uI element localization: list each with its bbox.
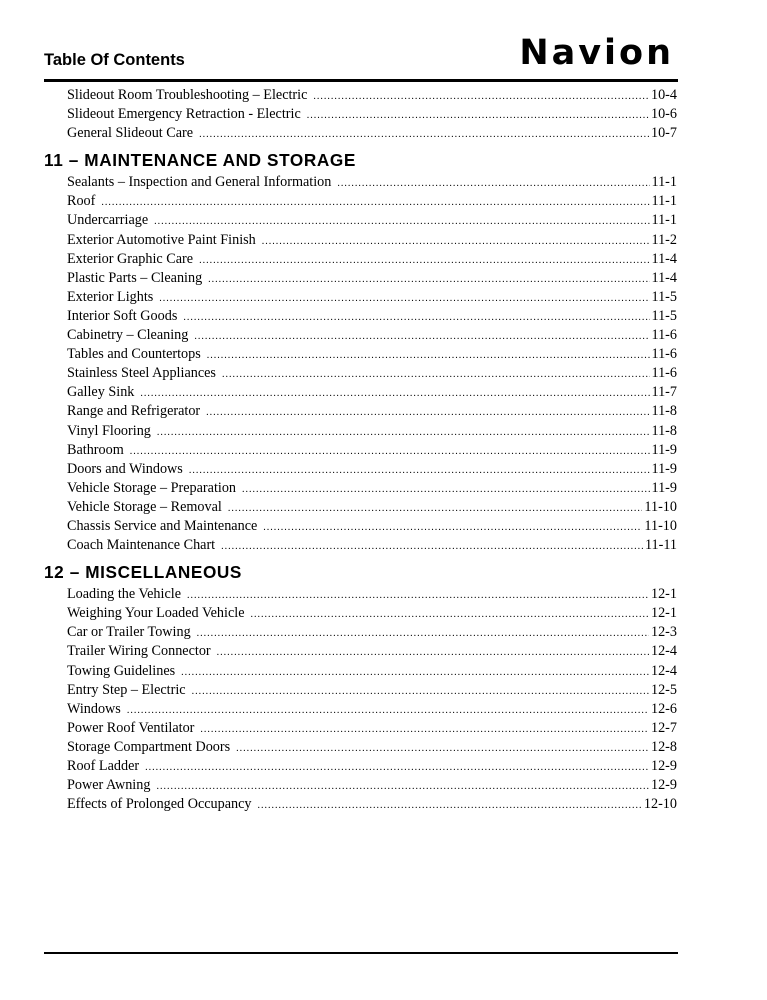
page-title: Table Of Contents [44, 51, 185, 69]
section-heading[interactable]: 11 – MAINTENANCE AND STORAGE [44, 150, 356, 171]
dot-leader [157, 423, 650, 442]
toc-entry[interactable] [44, 460, 678, 479]
toc-entry[interactable] [44, 700, 678, 719]
toc-entry-page: 11-1 [651, 174, 677, 191]
toc-entry-title: Interior Soft Goods [67, 307, 178, 324]
dot-leader [194, 327, 649, 346]
dot-leader [217, 643, 649, 662]
dot-leader [101, 193, 649, 212]
toc-entry[interactable] [44, 326, 678, 345]
toc-entry-title: Car or Trailer Towing [67, 624, 191, 641]
toc-entry-title: Undercarriage [67, 212, 149, 229]
dot-leader [251, 605, 649, 624]
toc-entry-page: 11-1 [651, 193, 677, 210]
toc-entry-title: Coach Maintenance Chart [67, 537, 216, 554]
toc-entry[interactable] [44, 517, 678, 536]
toc-entry[interactable] [44, 231, 678, 250]
header-divider [44, 79, 678, 82]
toc-entry-page: 11-9 [651, 460, 677, 477]
toc-entry-title: Towing Guidelines [67, 662, 176, 679]
toc-entry-title: Trailer Wiring Connector [67, 643, 211, 660]
toc-entry-page: 10-4 [650, 87, 677, 103]
toc-entry-page: 10-7 [650, 125, 677, 142]
toc-entry[interactable] [44, 719, 678, 738]
toc-entry-title: Bathroom [67, 441, 124, 458]
toc-entry-title: Exterior Lights [67, 288, 154, 305]
toc-entry[interactable] [44, 288, 678, 307]
dot-leader [307, 106, 649, 125]
toc-entry[interactable] [44, 795, 678, 814]
toc-entry[interactable] [44, 776, 678, 795]
dot-leader [183, 308, 649, 327]
toc-entry-page: 10-6 [650, 106, 677, 123]
dot-leader [130, 442, 650, 461]
toc-entry[interactable] [44, 738, 678, 757]
toc-entry-page: 11-11 [644, 537, 677, 554]
toc-entry[interactable] [44, 402, 678, 421]
toc-entry-title: Vehicle Storage – Preparation [67, 479, 237, 496]
section-entry-list [44, 173, 678, 555]
toc-entry[interactable] [44, 211, 678, 230]
toc-entry-page: 11-10 [644, 517, 677, 534]
toc-entry-page: 11-9 [651, 441, 677, 458]
toc-entry-page: 11-5 [651, 307, 677, 324]
toc-entry-page: 11-8 [651, 403, 677, 420]
toc-entry[interactable] [44, 757, 678, 776]
dot-leader [197, 624, 649, 643]
dot-leader [313, 87, 649, 106]
toc-entry-title: Cabinetry – Cleaning [67, 327, 189, 344]
toc-entry-page: 11-4 [651, 250, 677, 267]
toc-entry-page: 12-3 [650, 624, 677, 641]
toc-entry[interactable] [44, 192, 678, 211]
toc-entry-page: 11-6 [651, 365, 677, 382]
toc-entry-title: Stainless Steel Appliances [67, 365, 216, 382]
dot-leader [258, 796, 642, 815]
toc-entry-title: Slideout Room Troubleshooting – Electric [67, 87, 308, 103]
toc-entry-page: 11-4 [651, 269, 677, 286]
dot-leader [207, 346, 650, 365]
toc-entry-title: Effects of Prolonged Occupancy [67, 796, 252, 813]
toc-entry-page: 11-6 [651, 346, 677, 363]
toc-entry-title: Plastic Parts – Cleaning [67, 269, 203, 286]
toc-entry-page: 12-5 [650, 681, 677, 698]
dot-leader [199, 125, 649, 144]
dot-leader [221, 537, 643, 556]
dot-leader [200, 720, 649, 739]
toc-entry[interactable] [44, 250, 678, 269]
toc-entry[interactable] [44, 383, 678, 402]
toc-entry-page: 11-9 [651, 479, 677, 496]
toc-entry-page: 11-10 [644, 498, 677, 515]
toc-entry[interactable] [44, 173, 678, 192]
continued-entry-list [44, 86, 678, 143]
toc-entry[interactable] [44, 441, 678, 460]
dot-leader [192, 682, 649, 701]
dot-leader [199, 251, 649, 270]
dot-leader [236, 739, 649, 758]
toc-entry-title: Roof [67, 193, 96, 210]
toc-entry[interactable] [44, 604, 678, 623]
toc-entry[interactable] [44, 585, 678, 604]
toc-entry-page: 12-7 [650, 719, 677, 736]
dot-leader [228, 499, 643, 518]
dot-leader [262, 232, 650, 251]
toc-entry-page: 11-5 [651, 288, 677, 305]
toc-entry[interactable] [44, 479, 678, 498]
toc-entry-title: Roof Ladder [67, 758, 140, 774]
toc-entry-page: 12-1 [650, 586, 677, 603]
page-header [44, 30, 678, 80]
dot-leader [159, 289, 649, 308]
toc-entry[interactable] [44, 662, 678, 681]
toc-entry-title: Galley Sink [67, 384, 135, 401]
dot-leader [242, 480, 650, 499]
dot-leader [208, 270, 649, 289]
toc-entry-page: 11-1 [651, 212, 677, 229]
toc-entry[interactable] [44, 105, 678, 124]
toc-entry-page: 12-6 [650, 700, 677, 717]
toc-entry-title: Tables and Countertops [67, 346, 201, 363]
toc-entry[interactable] [44, 124, 678, 143]
toc-entry-title: Windows [67, 700, 121, 717]
dot-leader [222, 365, 650, 384]
toc-entry-page: 12-1 [650, 605, 677, 622]
dot-leader [145, 758, 649, 777]
toc-entry[interactable] [44, 498, 678, 517]
toc-entry-title: Doors and Windows [67, 460, 183, 477]
table-of-contents [44, 86, 678, 814]
dot-leader [154, 212, 649, 231]
toc-entry[interactable] [44, 307, 678, 326]
section-heading[interactable]: 12 – MISCELLANEOUS [44, 562, 242, 583]
toc-entry-title: Chassis Service and Maintenance [67, 517, 258, 534]
toc-entry-title: General Slideout Care [67, 125, 194, 142]
toc-entry[interactable] [44, 623, 678, 642]
toc-entry-page: 11-2 [651, 231, 677, 248]
toc-entry[interactable] [44, 642, 678, 661]
dot-leader [263, 518, 642, 537]
toc-entry-page: 12-4 [650, 662, 677, 679]
toc-entry-title: Slideout Emergency Retraction - Electric [67, 106, 301, 123]
toc-entry-page: 12-9 [650, 758, 677, 774]
toc-entry-title: Entry Step – Electric [67, 681, 186, 698]
toc-entry-title: Sealants – Inspection and General Information [67, 174, 332, 191]
toc-entry-title: Vehicle Storage – Removal [67, 498, 222, 515]
footer-divider [44, 952, 678, 954]
dot-leader [337, 174, 649, 193]
toc-entry-title: Vinyl Flooring [67, 422, 151, 439]
toc-entry-title: Loading the Vehicle [67, 586, 181, 603]
dot-leader [189, 461, 650, 480]
dot-leader [206, 403, 649, 422]
toc-entry[interactable] [44, 536, 678, 555]
toc-entry[interactable] [44, 364, 678, 383]
section-entry-list [44, 585, 678, 814]
toc-entry[interactable] [44, 86, 678, 105]
toc-entry-title: Power Awning [67, 777, 151, 794]
dot-leader [181, 663, 649, 682]
toc-entry[interactable] [44, 345, 678, 364]
toc-entry-page: 11-6 [651, 327, 677, 344]
toc-entry-title: Storage Compartment Doors [67, 738, 231, 755]
toc-entry-title: Power Roof Ventilator [67, 719, 195, 736]
toc-entry[interactable] [44, 422, 678, 441]
dot-leader [156, 777, 649, 796]
brand-logo: Navion [519, 33, 674, 73]
toc-entry-page: 12-10 [643, 796, 677, 813]
dot-leader [127, 701, 649, 720]
dot-leader [187, 586, 649, 605]
toc-entry-page: 12-9 [650, 777, 677, 794]
toc-entry-page: 11-7 [651, 384, 677, 401]
toc-entry[interactable] [44, 269, 678, 288]
toc-entry-title: Range and Refrigerator [67, 403, 201, 420]
toc-entry-title: Exterior Graphic Care [67, 250, 194, 267]
dot-leader [140, 384, 649, 403]
toc-entry-page: 12-4 [650, 643, 677, 660]
toc-entry-title: Weighing Your Loaded Vehicle [67, 605, 245, 622]
toc-entry-page: 12-8 [650, 738, 677, 755]
toc-entry[interactable] [44, 681, 678, 700]
toc-entry-title: Exterior Automotive Paint Finish [67, 231, 256, 248]
toc-entry-page: 11-8 [651, 422, 677, 439]
